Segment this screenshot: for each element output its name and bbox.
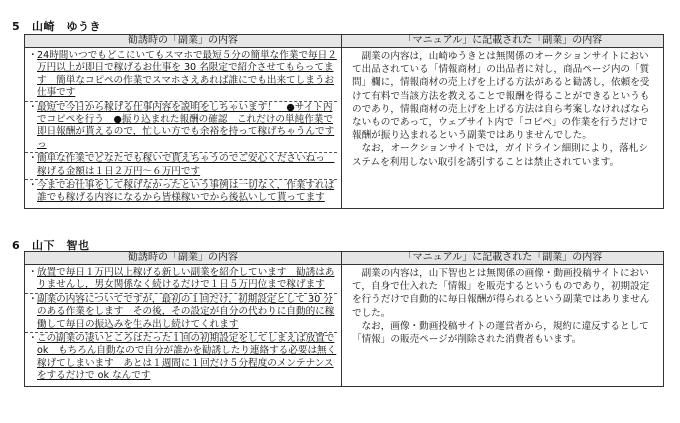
manual-paragraph: 副業の内容は，山崎ゆうきとは無関係のオークションサイトにおいて出品されている「情報商材」の出品者に対し，商品ページ内の「質問」欄に，情報商材の売上げを上げる方法があると勧誘し，依頼を受けて有料で当該方法を教えることで報酬を得ることができるというものであり，情報商材の売上げを上げる方法は自ら考案しなければならないものであって，ウェブサイト内で「コピペ」の作業を行うだけで報酬が振り込まれるという副業ではありませんでした。	[352, 51, 650, 142]
bullet-dot: ・	[28, 293, 38, 305]
manual-paragraph: なお，画像・動画投稿サイトの運営者から，規約に違反するとして「情報」の販売ページが削除された消費者もいます。	[352, 320, 649, 346]
section-name: 山下 智也	[32, 239, 90, 252]
section-title	[12, 18, 101, 34]
left-column-header: 勧誘時の「副業」の内容	[25, 252, 342, 265]
bullet-text: 24時間いつでもどこにいてもスマホで最短５分の簡単な作業で毎日２万円以上が即日で稼げるお仕事を 30 名限定で紹介させてもらってます 簡単なコピペの作業でスマホさえあれば誰にでも出来てしまうお仕事です	[37, 50, 337, 99]
solicitation-content-cell	[25, 48, 342, 209]
section-number: 5	[12, 20, 21, 33]
bullet-item	[25, 152, 337, 178]
bullet-item	[25, 179, 337, 205]
section-name: 山崎 ゆうき	[32, 20, 101, 33]
manual-paragraph: なお，オークションサイトでは，ガイドライン細則により，落札システムを利用しない取引を誘引することは禁止されています。	[352, 143, 648, 168]
bullet-dot: ・	[28, 180, 38, 192]
section-number: 6	[12, 239, 21, 252]
right-column-header: 「マニュアル」に記載された「副業」の内容	[342, 35, 664, 48]
comparison-table	[24, 34, 664, 209]
manual-paragraph: 副業の内容は，山下智也とは無関係の画像・動画投稿サイトにおいて，自身で仕入れた「情報」を販売するというものであり，初期設定を行うだけで自動的に毎日報酬が得られるという副業ではありませんでした。	[352, 268, 650, 319]
bullet-dot: ・	[28, 50, 38, 61]
right-column-header: 「マニュアル」に記載された「副業」の内容	[342, 252, 664, 265]
bullet-dot: ・	[28, 333, 38, 345]
bullet-dot: ・	[28, 153, 38, 165]
bullet-dot: ・	[28, 101, 38, 113]
bullet-text: 最短で今日から稼げる仕事内容を説明をしちゃいます！ ●サイト内でコピペを行う ●振り込まれた報酬の確認 これだけの単純作業で即日報酬が貰えるので，忙しい方でも余裕を持って稼げちゃうんですっ	[37, 101, 335, 150]
bullet-text: 今までお仕事をして稼げなかったという事例は一切なく，作業すれば誰でも稼げる内容になるから皆様稼いでから後払いして貰ってます	[37, 180, 335, 204]
manual-content-cell	[342, 265, 664, 387]
bullet-dot: ・	[28, 267, 38, 278]
bullet-text: 放置で毎日１万円以上稼げる新しい副業を紹介しています 勧誘はありませんし，男女関係なく続けるだけで１日５万円位まで稼げます	[37, 267, 335, 291]
bullet-item	[25, 50, 337, 100]
comparison-table	[24, 251, 664, 387]
left-column-header: 勧誘時の「副業」の内容	[25, 35, 342, 48]
solicitation-content-cell	[25, 265, 342, 387]
manual-content-cell	[342, 48, 664, 209]
bullet-text: この副業の凄いところはたった１回の初期設定をしてしまえば放置でok もちろん自動なので自分が誰かを勧誘したり連絡する必要は無く稼げてしまいます あとは１週間に１回だけ５分程度のメンテナンスをするだけで ok なんです	[37, 333, 337, 382]
bullet-text: 簡単な作業でどなたでも稼いで貰えちゃうのでご安心くださいねっ 稼げる金額は１日２万円～６万円です	[37, 153, 335, 177]
bullet-text: 副業の内容についてですが，最初の１回だけ，初期設定として 30 分のある作業をします その後，その設定が自分の代わりに自動的に稼働して毎日の振込みを生み出し続けてくれます	[37, 293, 335, 330]
bullet-item	[25, 293, 337, 331]
bullet-item	[25, 267, 337, 292]
bullet-item	[25, 101, 337, 152]
bullet-item	[25, 332, 337, 383]
